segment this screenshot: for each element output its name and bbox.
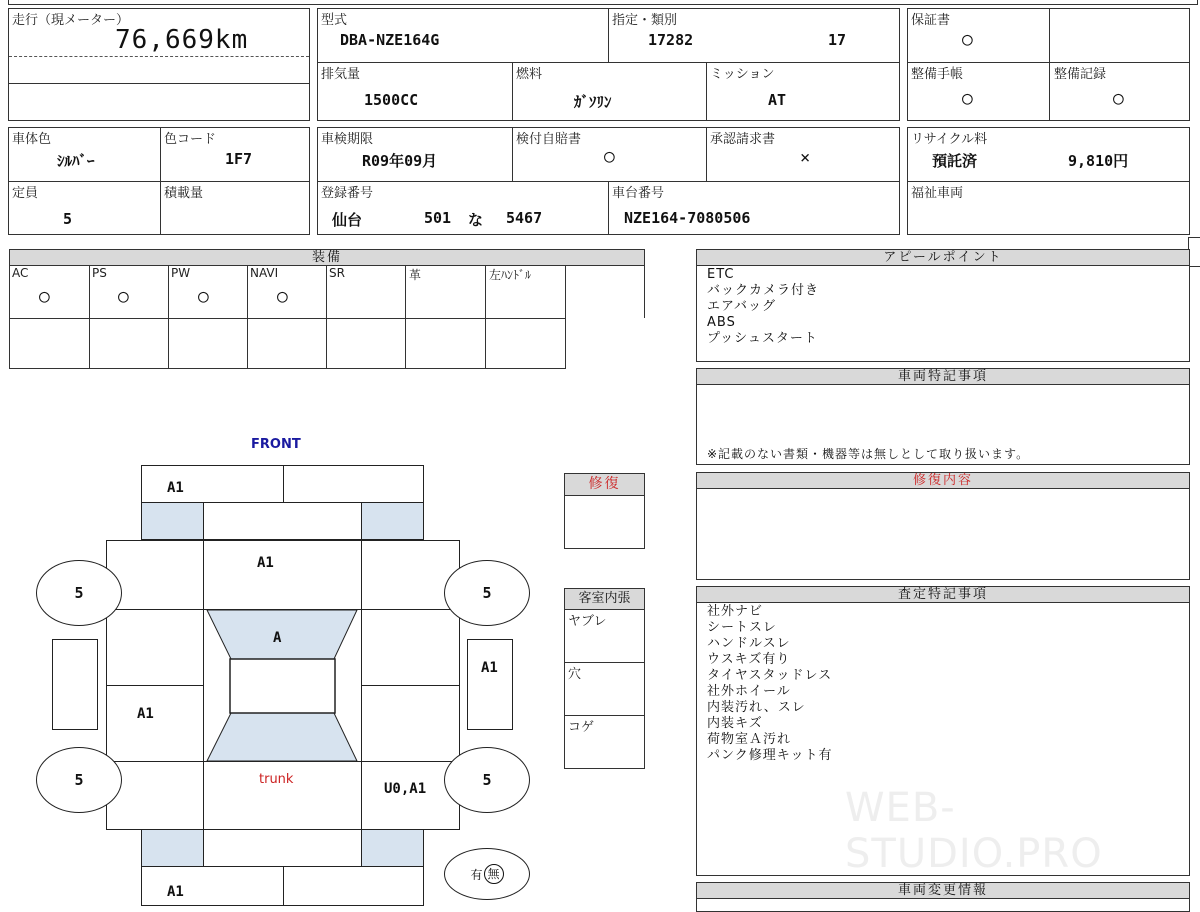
equip-ps-value: ○ — [118, 286, 129, 307]
vehicle-changes-box — [696, 882, 1190, 912]
rear-panel — [203, 829, 362, 867]
welfare-label: 福祉車両 — [911, 186, 964, 201]
rear-right-damage: U0,A1 — [384, 781, 427, 797]
chassis-value: NZE164-7080506 — [624, 209, 751, 227]
vehicle-notes-text: ※記載のない書類・機器等は無しとして取り扱います。 — [707, 447, 1030, 461]
color-code-label: 色コード — [164, 132, 217, 147]
assessment-line-5: 社外ホイール — [707, 684, 791, 699]
right-rear-door — [361, 685, 460, 762]
documents-block — [907, 8, 1190, 121]
approval-value: × — [800, 148, 811, 168]
registration-label: 登録番号 — [321, 186, 374, 201]
mileage-label: 走行（現メーター） — [12, 13, 130, 28]
maintenance-book-value: ○ — [962, 88, 973, 109]
designation-label: 指定・類別 — [612, 13, 678, 28]
assessment-line-0: 社外ナビ — [707, 604, 764, 619]
body-color-label: 車体色 — [12, 132, 52, 147]
transmission-label: ミッション — [710, 67, 775, 82]
tire-front-left: 5 — [36, 560, 122, 626]
spare-no: 無 — [484, 864, 504, 884]
registration-divider-v1 — [512, 128, 513, 181]
front-bumper-damage: A1 — [167, 480, 184, 496]
equipment-divider-v1 — [89, 266, 90, 368]
displacement-value: 1500CC — [364, 91, 419, 109]
chassis-label: 車台番号 — [612, 186, 665, 201]
color-divider-v — [160, 128, 161, 234]
transmission-value: AT — [768, 91, 787, 109]
cabin-svg — [203, 609, 362, 762]
tire-front-right: 5 — [444, 560, 530, 626]
assessment-box — [696, 586, 1190, 876]
fuel-value: ｶﾞｿﾘﾝ — [574, 93, 612, 111]
registration-class: 501 — [424, 209, 452, 227]
registration-kana: な — [468, 211, 484, 229]
model-label: 型式 — [321, 13, 348, 28]
interior-row-tear: ヤブレ — [568, 614, 607, 629]
displacement-label: 排気量 — [321, 67, 361, 82]
vehicle-notes-title: 車両特記事項 — [697, 369, 1189, 385]
roof-damage: A — [273, 630, 282, 646]
tire-rear-left: 5 — [36, 747, 122, 813]
equipment-divider-v4 — [326, 266, 327, 368]
top-cutoff-row — [8, 0, 1198, 5]
recycling-block — [907, 127, 1190, 235]
rear-bumper-damage: A1 — [167, 884, 184, 900]
rear-left-light — [141, 829, 204, 867]
assessment-title: 査定特記事項 — [697, 587, 1189, 603]
spare-yes: 有 — [470, 867, 483, 882]
registration-divider-v2 — [706, 128, 707, 181]
trunk-label: trunk — [259, 772, 294, 787]
assessment-line-1: シートスレ — [707, 620, 777, 635]
vehicle-notes-box — [696, 368, 1190, 465]
interior-row-burn: コゲ — [568, 720, 595, 735]
appeal-title: アピールポイント — [697, 250, 1189, 266]
assessment-line-7: 内装キズ — [707, 716, 763, 731]
warranty-value: ○ — [962, 29, 973, 50]
equip-sr-label: SR — [329, 266, 345, 280]
interior-box — [564, 588, 645, 769]
equipment-table-notch-edge — [565, 317, 566, 369]
assessment-line-4: タイヤスタッドレス — [707, 668, 833, 683]
equip-ac-label: AC — [12, 266, 29, 280]
maintenance-book-label: 整備手帳 — [911, 67, 964, 82]
equipment-divider-v6 — [485, 266, 486, 368]
repair-box-title: 修復 — [565, 474, 644, 496]
equipment-divider-h — [10, 318, 644, 319]
interior-row-hole: 穴 — [568, 667, 582, 682]
mileage-block — [8, 8, 310, 121]
rear-right-light — [361, 829, 424, 867]
rear-bumper-left — [141, 866, 284, 906]
equip-lhd-label: 左ﾊﾝﾄﾞﾙ — [489, 268, 532, 282]
maintenance-record-label: 整備記録 — [1054, 67, 1107, 82]
right-front-door — [361, 609, 460, 686]
designation-value-1: 17282 — [648, 31, 694, 49]
windshield — [207, 610, 357, 659]
appeal-line-0: ETC — [707, 267, 735, 282]
repair-details-box — [696, 472, 1190, 580]
left-front-door — [106, 609, 204, 686]
rear-bumper-right — [283, 866, 424, 906]
insurance-label: 検付自賠書 — [516, 132, 582, 147]
equip-navi-value: ○ — [277, 286, 288, 307]
recycling-status: 預託済 — [932, 152, 978, 170]
warranty-label: 保証書 — [911, 13, 951, 28]
right-side-damage: A1 — [481, 660, 498, 676]
spec-divider-h — [318, 62, 899, 63]
color-block — [8, 127, 310, 235]
registration-area: 仙台 — [332, 211, 363, 229]
right-side-skirt — [467, 639, 513, 730]
interior-title: 客室内張 — [565, 589, 644, 610]
appeal-line-4: プッシュスタート — [707, 331, 818, 346]
color-code-value: 1F7 — [225, 150, 253, 168]
assessment-line-8: 荷物室Ａ汚れ — [707, 732, 792, 747]
front-left-light — [141, 502, 204, 540]
spec-divider-v3 — [706, 62, 707, 120]
recycling-label: リサイクル料 — [911, 132, 988, 147]
documents-divider-v — [1049, 9, 1050, 120]
front-right-light — [361, 502, 424, 540]
equipment-title: 装備 — [10, 250, 644, 266]
left-rear-door — [106, 685, 204, 762]
vehicle-changes-title: 車両変更情報 — [697, 883, 1189, 899]
repair-details-title: 修復内容 — [697, 473, 1189, 489]
fuel-label: 燃料 — [516, 67, 543, 82]
mileage-divider — [9, 83, 309, 84]
inspection-label: 車検期限 — [321, 132, 374, 147]
front-label: FRONT — [251, 437, 301, 452]
load-capacity-label: 積載量 — [164, 186, 204, 201]
front-bumper-left — [141, 465, 284, 503]
model-value: DBA-NZE164G — [340, 31, 440, 49]
rear-glass — [207, 713, 357, 761]
equipment-divider-v3 — [247, 266, 248, 368]
equipment-divider-v5 — [405, 266, 406, 368]
registration-block — [317, 127, 900, 235]
body-color-value: ｼﾙﾊﾞｰ — [57, 152, 95, 170]
maintenance-record-value: ○ — [1113, 88, 1124, 109]
registration-divider-v3 — [608, 181, 609, 234]
insurance-value: ○ — [604, 146, 615, 167]
repair-box — [564, 473, 645, 549]
equip-pw-label: PW — [171, 266, 191, 280]
capacity-label: 定員 — [12, 186, 39, 201]
car-diagram — [0, 430, 560, 900]
spec-divider-v2 — [512, 62, 513, 120]
appeal-line-2: エアバッグ — [707, 299, 776, 314]
roof — [230, 659, 335, 713]
color-divider-h — [9, 181, 309, 182]
assessment-line-3: ウスキズ有り — [707, 652, 791, 667]
hood — [203, 540, 362, 610]
approval-label: 承認請求書 — [710, 132, 776, 147]
spec-block — [317, 8, 900, 121]
registration-number: 5467 — [506, 209, 543, 227]
equip-pw-value: ○ — [198, 286, 209, 307]
mileage-value: 76,669km — [115, 25, 249, 55]
tire-rear-right: 5 — [444, 747, 530, 813]
assessment-line-9: パンク修理キット有 — [707, 748, 833, 763]
capacity-value: 5 — [63, 210, 73, 228]
equip-navi-label: NAVI — [250, 266, 279, 280]
recycling-amount: 9,810円 — [1068, 152, 1129, 170]
mileage-dash-divider — [9, 56, 309, 57]
appeal-line-1: バックカメラ付き — [707, 283, 820, 298]
hood-damage: A1 — [257, 555, 274, 571]
assessment-line-2: ハンドルスレ — [707, 636, 791, 651]
equip-ps-label: PS — [92, 266, 107, 280]
appeal-box — [696, 249, 1190, 362]
spec-divider-v1 — [608, 9, 609, 62]
designation-value-2: 17 — [828, 31, 847, 49]
front-bumper-right — [283, 465, 424, 503]
front-grille — [203, 502, 362, 540]
equipment-table-notch — [566, 318, 648, 372]
inspection-value: R09年09月 — [362, 152, 438, 170]
assessment-line-6: 内装汚れ、スレ — [707, 700, 806, 715]
equip-ac-value: ○ — [39, 286, 50, 307]
equip-leather-label: 革 — [409, 268, 422, 282]
equipment-table — [9, 249, 645, 369]
watermark: WEB-STUDIO.PRO — [845, 785, 1103, 877]
left-side-damage: A1 — [137, 706, 154, 722]
left-side-skirt — [52, 639, 98, 730]
appeal-line-3: ABS — [707, 315, 736, 330]
spare-tire-indicator — [444, 848, 530, 900]
equipment-divider-v2 — [168, 266, 169, 368]
